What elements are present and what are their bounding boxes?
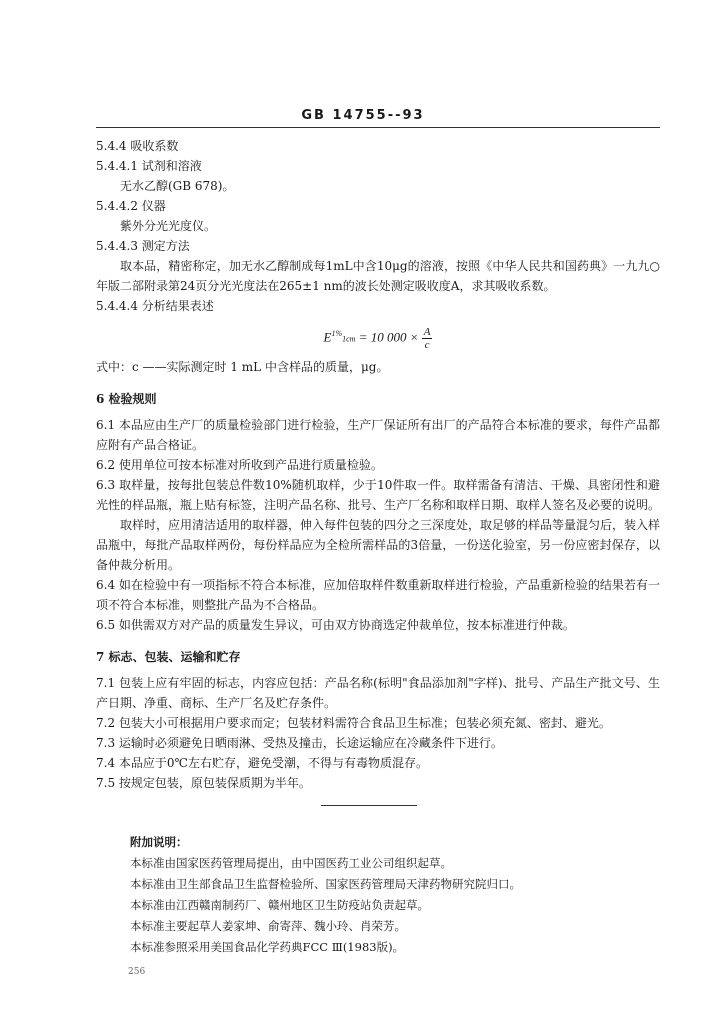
section-7-3: 7.3 运输时必须避免日晒雨淋、受热及撞击，长途运输应在冷藏条件下进行。 [96,735,503,750]
formula-fraction [422,326,433,351]
section-7-1: 7.1 包装上应有牢固的标志，内容应包括：产品名称(标明"食品添加剂"字样)、批号、产品生产批文号、生产日期、净重、商标、生产厂名及贮存条件。 [96,675,660,710]
formula-denominator: c [424,338,430,351]
section-5-4-4-1-title: 5.4.4.1 试剂和溶液 [96,159,202,173]
section-6-title: 6 检验规则 [96,391,157,406]
section-7-title: 7 标志、包装、运输和贮存 [96,649,241,664]
formula-mid: = 10 000 × [358,329,422,345]
document-body [96,136,660,793]
section-7-4: 7.4 本品应于0℃左右贮存，避免受潮，不得与有毒物质混存。 [96,755,428,770]
section-5-4-4-3-text: 取本品，精密称定，加无水乙醇制成每1mL中含10μg的溶液，按照《中华人民共和国药典》一九九○年版二部附录第24页分光光度法在265±1 nm的波长处测定吸收度A，求其吸收系数。 [96,259,660,293]
section-5-4-4-2-title: 5.4.4.2 仪器 [96,199,166,213]
note-4: 本标准主要起草人姜家坤、俞寄萍、魏小玲、肖荣芳。 [130,919,406,933]
note-2: 本标准由卫生部食品卫生监督检验所、国家医药管理局天津药物研究院归口。 [130,877,521,891]
formula-sub: 1cm [342,334,356,344]
section-6-2: 6.2 使用单位可按本标准对所收到产品进行质量检验。 [96,457,383,472]
section-6-4: 6.4 如在检验中有一项指标不符合本标准，应加倍取样件数重新取样进行检验，产品重新检验的结果若有一项不符合本标准，则整批产品为不合格品。 [96,577,660,612]
formula-sup: 1% [331,329,343,338]
section-6-3: 6.3 取样量，按每批包装总件数10%随机取样，少于10件取一件。取样需备有清洁、干燥、具密闭性和避光性的样品瓶，瓶上贴有标签，注明产品名称、批号、生产厂名称和取样日期、取样人签名及必要的说明。 [96,477,661,512]
page-number: 256 [128,967,146,977]
notes-title: 附加说明： [130,835,188,849]
section-6-3-continued: 取样时，应用清洁适用的取样器，伸入每件包装的四分之三深度处，取足够的样品等量混匀后，装入样品瓶中，每批产品取样两份，每份样品应为全检所需样品的3倍量，一份送化验室，另一份应密封保存，以备仲裁分析用。 [96,517,661,572]
formula-numerator: A [423,325,431,338]
document-header: GB 14755--93 [301,108,425,123]
note-1: 本标准由国家医药管理局提出，由中国医药工业公司组织起草。 [130,856,452,870]
section-7-2: 7.2 包装大小可根据用户要求而定；包装材料需符合食品卫生标准；包装必须充氮、密封、避光。 [96,715,611,730]
note-3: 本标准由江西赣南制药厂、赣州地区卫生防疫站负责起草。 [130,898,429,912]
end-rule [321,805,417,806]
formula-lhs: E [323,329,332,345]
formula-where: 式中：c ——实际测定时 1 mL 中含样品的质量，μg。 [96,359,389,374]
section-7-5: 7.5 按规定包装，原包装保质期为半年。 [96,775,311,790]
header-rule [96,127,660,128]
section-5-4-4-4-title: 5.4.4.4 分析结果表述 [96,299,214,313]
note-5: 本标准参照采用美国食品化学药典FCC Ⅲ(1983版)。 [130,940,405,954]
section-5-4-4-1-text: 无水乙醇(GB 678)。 [120,179,235,193]
section-6-1: 6.1 本品应由生产厂的质量检验部门进行检验，生产厂保证所有出厂的产品符合本标准的要求，每件产品都应附有产品合格证。 [96,417,660,452]
section-5-4-4-3-title: 5.4.4.3 测定方法 [96,239,190,253]
additional-notes [130,832,630,958]
section-5-4-4-title: 5.4.4 吸收系数 [96,139,179,153]
section-5-4-4-2-text: 紫外分光光度仪。 [120,219,217,233]
section-6-5: 6.5 如供需双方对产品的质量发生异议，可由双方协商选定仲裁单位，按本标准进行仲裁。 [96,617,575,632]
absorption-formula [96,316,660,357]
